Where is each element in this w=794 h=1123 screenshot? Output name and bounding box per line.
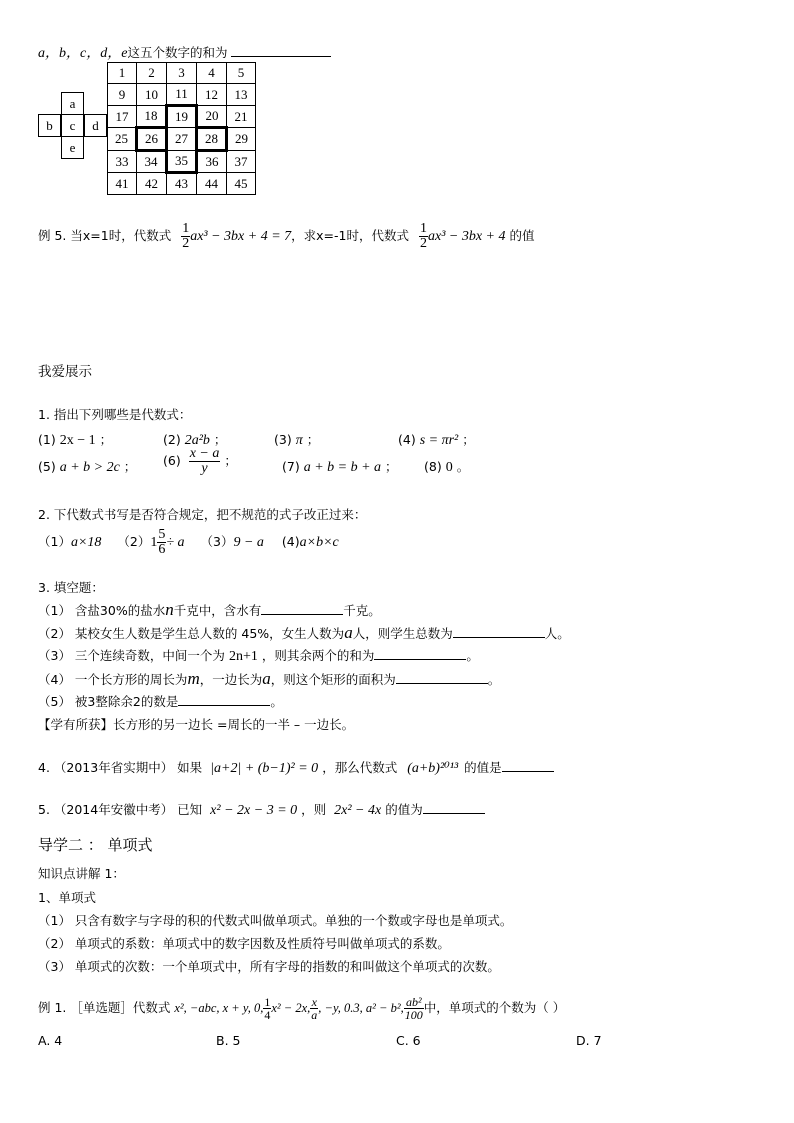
grid-cell: 33 [108,151,137,173]
grid-row [108,63,256,84]
q1-label: (1) [38,432,56,447]
q3-var: a [344,623,353,642]
q3-var: a [262,669,271,688]
grid-cell: 4 [197,63,227,84]
answer-blank[interactable] [396,671,488,684]
q3-text: （2） 某校女生人数是学生总人数的 45%，女生人数为 [38,626,345,641]
header-text: 这五个数字的和为 [127,45,228,60]
q1-label: (2) [163,432,181,447]
q2-label: （3） [200,534,234,549]
q2-items [38,528,339,557]
section-title-show: 我爱展示 [38,364,92,380]
q1-title: 1. 指出下列哪些是代数式： [38,407,192,422]
q1-expr: a + b = b + a [303,460,382,475]
knowledge-sub: 1、单项式 [38,890,96,905]
fraction-num: x [311,995,317,1009]
grid-cell: 9 [108,84,137,106]
q3-text: ，则这个矩形的面积为 [270,672,396,687]
ex1-prefix: 例 1. ［单选题］代数式 [38,1000,171,1015]
q3-text: 千克中，含水有 [173,603,262,618]
grid-cell: 27 [167,128,197,151]
q1-expr: s = πr² [419,433,459,448]
q3-text: ，则其余两个的和为 [261,648,375,663]
q3-text: （5） 被3整除余2的数是 [38,694,179,709]
ex1-fraction [404,996,424,1021]
fraction-den: 2 [419,236,427,251]
q3-text: 千克。 [343,603,381,618]
q1-end: ； [462,432,475,447]
q2-label: （2） [117,534,151,549]
ex1-expr: x² − 2x, [271,1001,311,1015]
q5-expr2: 2x² − 4x [334,803,382,818]
example-5-suffix: 的值 [509,228,535,243]
q1-end: ； [99,432,113,447]
number-grid [107,62,256,195]
grid-cell: 44 [197,173,227,195]
q3-text: 。 [270,694,283,709]
q3-text: ，一边长为 [199,672,263,687]
grid-cell-highlight: 19 [167,106,197,128]
q1-item [274,430,319,449]
grid-cell: 25 [108,128,137,151]
q3-text: 人，则学生总数为 [352,626,453,641]
example-5-mid: ，求x=-1时，代数式 [291,228,409,243]
q1-item [424,457,469,476]
q1-end: ； [213,432,227,447]
grid-cell: 21 [227,106,256,128]
q3-line-3 [38,646,479,665]
answer-blank[interactable] [453,625,545,638]
answer-blank[interactable] [374,647,466,660]
q1-label: (3) [274,432,292,447]
example-1 [38,996,565,1021]
answer-blank[interactable] [502,759,554,772]
q1-expr: 2a²b [184,433,210,448]
cross-cell-d: d [84,114,107,137]
q4-mid: ，那么代数式 [322,760,398,775]
fraction-den: y [201,461,208,476]
answer-blank[interactable] [178,693,270,706]
option-a[interactable]: A. 4 [38,1033,63,1048]
knowledge-p1: （1） 只含有数字与字母的积的代数式叫做单项式。单独的一个数或字母也是单项式。 [38,913,513,928]
q2-expr: 9 − a [233,535,264,550]
q5-mid: ，则 [301,802,327,817]
q3-text: 。 [487,672,501,687]
q2-label: （1） [38,534,71,549]
grid-cell: 5 [227,63,256,84]
grid-cell: 12 [197,84,227,106]
q1-label: (8) [424,459,442,474]
grid-cell-highlight: 35 [167,151,197,173]
q1-item [163,447,237,476]
knowledge-title: 知识点讲解 1： [38,866,125,881]
grid-cell: 10 [137,84,167,106]
option-c[interactable]: C. 6 [396,1033,421,1048]
example-5-expr1: ax³ − 3bx + 4 = 7 [190,229,292,244]
grid-cell: 18 [137,106,167,128]
fraction-den: 6 [158,542,166,557]
q1-label: (7) [282,459,300,474]
q4-suffix: 的值是 [464,760,502,775]
q5 [38,800,485,819]
q1-expr: 2x − 1 [59,433,96,448]
q3-line-5 [38,692,283,710]
q3-line-2 [38,623,570,643]
q4-expr2: (a+b)²⁰¹³ [407,761,459,776]
q2-expr: ÷ a [166,535,185,550]
fraction-num: 5 [158,527,166,542]
fraction-half [419,222,428,251]
ex1-suffix: 中，单项式的个数为（ ） [423,1000,566,1015]
q3-line-1 [38,600,381,620]
q2-label: (4) [281,534,300,549]
option-d[interactable]: D. 7 [576,1033,602,1048]
q2-fraction [157,528,166,557]
q3-text: 。 [466,648,479,663]
q4-expr: |a+2| + (b−1)² = 0 [210,761,319,776]
q3-text: 人。 [544,626,570,641]
header-vars: a，b，c，d，e [38,46,128,61]
q5-suffix: 的值为 [385,802,423,817]
cross-cell-c: c [61,114,84,137]
knowledge-p2: （2） 单项式的系数：单项式中的数字因数及性质符号叫做单项式的系数。 [38,936,450,951]
grid-cell: 20 [197,106,227,128]
option-b[interactable]: B. 5 [216,1033,241,1048]
grid-cell: 11 [167,84,197,106]
grid-cell: 43 [167,173,197,195]
cross-cell-a: a [61,92,84,115]
fraction-num: 1 [182,221,190,236]
q2-expr: a×b×c [299,535,339,550]
q1-label: (5) [38,459,56,474]
fraction-den: a [311,1008,318,1022]
q3-note: 【学有所获】长方形的另一边长 =周长的一半 – 一边长。 [38,717,355,732]
grid-cell: 45 [227,173,256,195]
answer-blank[interactable] [423,801,485,814]
grid-cell: 41 [108,173,137,195]
grid-row [108,151,256,173]
grid-cell: 42 [137,173,167,195]
q2-expr: a×18 [70,535,102,550]
q3-title: 3. 填空题： [38,580,104,595]
grid-cell: 13 [227,84,256,106]
q1-expr: π [295,433,303,448]
grid-row [108,128,256,151]
q1-label: (4) [398,432,416,447]
q2-title: 2. 下代数式书写是否符合规定，把不规范的式子改正过来： [38,507,367,522]
header-line [38,42,331,62]
fraction-den: 4 [264,1008,271,1022]
grid-cell: 34 [137,151,167,173]
q3-line-4 [38,669,500,689]
q2-whole: 1 [150,535,158,550]
q1-end: 。 [456,459,470,474]
q1-item [38,457,136,476]
q3-var: m [187,669,200,688]
q5-prefix: 5. （2014年安徽中考） 已知 [38,802,203,817]
q1-end: ； [123,459,137,474]
q5-expr: x² − 2x − 3 = 0 [210,803,298,818]
q3-var: n [165,600,174,619]
q3-text: （4） 一个长方形的周长为 [38,672,188,687]
q1-label: (6) [163,453,181,468]
q1-end: ； [385,459,398,474]
cross-cell-e: e [61,136,84,159]
q1-item [282,457,398,476]
grid-row [108,106,256,128]
answer-blank[interactable] [261,602,343,615]
fraction-num: ab² [404,996,424,1009]
ex1-expr: x², −abc, x + y, 0, [174,1001,264,1015]
fraction-num: x − a [189,446,220,461]
guide2-title: 导学二 ： 单项式 [38,836,153,854]
q1-item [398,430,475,449]
fraction-den: 2 [182,236,190,251]
grid-cell: 1 [108,63,137,84]
q4-prefix: 4. （2013年省实期中） 如果 [38,760,203,775]
grid-row [108,84,256,106]
grid-cell: 37 [227,151,256,173]
q3-text: （1） 含盐30%的盐水 [38,603,166,618]
q1-end: ； [224,453,237,468]
q3-var: 2n+1 [228,649,258,664]
q1-item [38,430,112,449]
knowledge-p3: （3） 单项式的次数：一个单项式中，所有字母的指数的和叫做这个单项式的次数。 [38,959,500,974]
grid-row [108,173,256,195]
example-5 [38,222,535,251]
grid-cell-highlight: 26 [137,128,167,151]
q4 [38,758,554,777]
grid-cell: 36 [197,151,227,173]
ex1-expr: , −y, 0.3, a² − b², [318,1001,404,1015]
q1-expr: a + b > 2c [59,460,120,475]
fraction-half [181,222,190,251]
fraction-den: 100 [404,1008,423,1022]
q1-fraction [189,447,221,476]
fraction-num: 1 [264,995,271,1009]
grid-cell: 2 [137,63,167,84]
answer-blank[interactable] [231,44,331,57]
grid-cell: 3 [167,63,197,84]
grid-cell: 29 [227,128,256,151]
q3-text: （3） 三个连续奇数，中间一个为 [38,648,225,663]
grid-cell-highlight: 28 [197,128,227,151]
grid-cell: 17 [108,106,137,128]
fraction-num: 1 [419,221,427,236]
cross-cell-b: b [38,114,61,137]
example-5-expr2: ax³ − 3bx + 4 [427,229,506,244]
example-5-prefix: 例 5. 当x=1时，代数式 [38,228,172,243]
q1-expr: 0 [445,460,453,475]
q1-end: ； [306,432,320,447]
